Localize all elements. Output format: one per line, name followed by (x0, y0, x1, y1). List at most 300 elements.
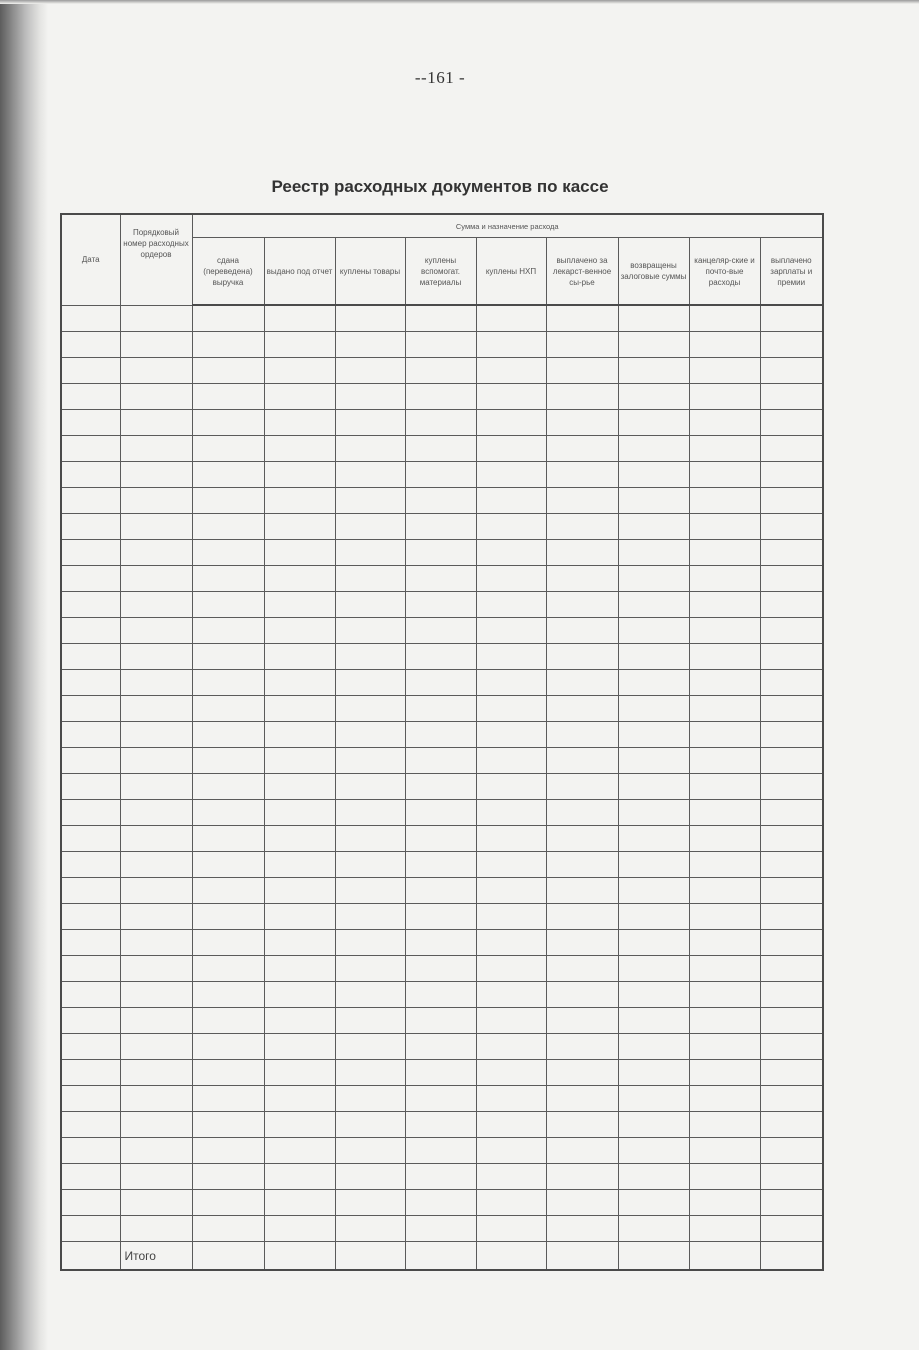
table-cell (335, 800, 405, 826)
column-header-herbs: выплачено за лекарст-венное сы-рье (546, 238, 618, 306)
table-cell (760, 800, 823, 826)
table-cell (264, 1034, 335, 1060)
table-row (61, 1112, 823, 1138)
table-cell (120, 800, 192, 826)
table-cell (546, 566, 618, 592)
table-cell (476, 826, 546, 852)
table-cell (192, 930, 264, 956)
table-cell (61, 488, 120, 514)
table-cell (264, 696, 335, 722)
table-cell (689, 852, 760, 878)
table-cell (689, 670, 760, 696)
table-cell (476, 1008, 546, 1034)
table-cell (61, 1138, 120, 1164)
table-cell (760, 878, 823, 904)
table-cell (476, 462, 546, 488)
table-cell (618, 618, 689, 644)
table-cell (192, 1242, 264, 1271)
table-cell (61, 436, 120, 462)
table-cell (335, 982, 405, 1008)
table-cell (120, 592, 192, 618)
table-cell (405, 410, 476, 436)
table-cell (546, 852, 618, 878)
table-cell (264, 1086, 335, 1112)
table-cell (61, 1086, 120, 1112)
table-cell (192, 1190, 264, 1216)
table-cell (476, 566, 546, 592)
table-cell (476, 410, 546, 436)
table-cell (618, 644, 689, 670)
table-cell (120, 644, 192, 670)
table-cell (546, 748, 618, 774)
table-cell (689, 1190, 760, 1216)
table-row (61, 826, 823, 852)
table-cell (335, 878, 405, 904)
table-cell (689, 332, 760, 358)
table-cell (405, 774, 476, 800)
table-cell (264, 566, 335, 592)
table-cell (264, 540, 335, 566)
table-cell (546, 878, 618, 904)
table-cell (335, 670, 405, 696)
table-cell (760, 1190, 823, 1216)
table-cell (61, 956, 120, 982)
table-cell (546, 488, 618, 514)
table-cell (264, 358, 335, 384)
table-cell (546, 358, 618, 384)
table-cell (405, 748, 476, 774)
table-cell (689, 566, 760, 592)
table-cell (760, 488, 823, 514)
table-cell (264, 410, 335, 436)
table-cell (61, 566, 120, 592)
column-header-office: канцеляр-ские и почто-вые расходы (689, 238, 760, 306)
table-cell (760, 514, 823, 540)
table-cell (120, 566, 192, 592)
table-cell (192, 1138, 264, 1164)
table-cell (618, 1164, 689, 1190)
table-cell (760, 592, 823, 618)
table-cell (264, 1190, 335, 1216)
table-cell (405, 852, 476, 878)
table-cell (120, 436, 192, 462)
table-cell (618, 410, 689, 436)
table-cell (546, 1242, 618, 1271)
table-cell (120, 956, 192, 982)
table-cell (264, 305, 335, 332)
table-cell (61, 982, 120, 1008)
table-cell (61, 722, 120, 748)
page-number: --161 - (414, 68, 466, 87)
table-cell (760, 670, 823, 696)
table-cell (264, 930, 335, 956)
table-cell (476, 592, 546, 618)
table-cell (689, 800, 760, 826)
table-cell (120, 305, 192, 332)
table-cell (760, 1138, 823, 1164)
table-cell (760, 930, 823, 956)
table-cell (689, 696, 760, 722)
table-row (61, 930, 823, 956)
table-cell (192, 956, 264, 982)
table-cell (476, 514, 546, 540)
table-cell (689, 904, 760, 930)
table-cell (192, 384, 264, 410)
table-cell (405, 982, 476, 1008)
table-cell (335, 384, 405, 410)
table-cell (689, 410, 760, 436)
table-cell (618, 774, 689, 800)
table-cell (546, 670, 618, 696)
table-cell (618, 436, 689, 462)
table-cell (476, 332, 546, 358)
table-cell (476, 1086, 546, 1112)
table-cell (760, 1008, 823, 1034)
table-cell (192, 1034, 264, 1060)
table-cell (618, 358, 689, 384)
table-cell (120, 1138, 192, 1164)
table-row (61, 670, 823, 696)
table-cell (264, 722, 335, 748)
table-cell (192, 592, 264, 618)
table-cell (760, 1112, 823, 1138)
table-cell (760, 1216, 823, 1242)
table-cell (618, 852, 689, 878)
table-cell (689, 722, 760, 748)
table-cell (264, 878, 335, 904)
table-cell (546, 332, 618, 358)
table-cell (546, 930, 618, 956)
table-cell (61, 878, 120, 904)
table-cell (476, 852, 546, 878)
total-row (61, 1242, 823, 1271)
table-cell (689, 956, 760, 982)
table-cell (335, 410, 405, 436)
table-cell (618, 332, 689, 358)
page-edge (0, 0, 919, 4)
table-row (61, 1060, 823, 1086)
table-cell (760, 1060, 823, 1086)
table-cell (120, 722, 192, 748)
table-cell (760, 956, 823, 982)
table-cell (618, 1190, 689, 1216)
table-cell (335, 305, 405, 332)
table-cell (546, 1060, 618, 1086)
table-cell (192, 1086, 264, 1112)
table-cell (476, 540, 546, 566)
table-row (61, 982, 823, 1008)
table-cell (476, 488, 546, 514)
table-cell (546, 982, 618, 1008)
table-cell (405, 1242, 476, 1271)
table-cell (618, 488, 689, 514)
table-cell (546, 1112, 618, 1138)
table-cell (61, 305, 120, 332)
table-cell (689, 826, 760, 852)
table-cell (689, 305, 760, 332)
table-cell (618, 305, 689, 332)
table-cell (405, 722, 476, 748)
table-cell (192, 982, 264, 1008)
table-cell (405, 1034, 476, 1060)
table-cell (476, 1138, 546, 1164)
register-body (61, 305, 823, 1270)
table-cell (405, 592, 476, 618)
table-cell (192, 826, 264, 852)
table-cell (335, 1138, 405, 1164)
table-cell (61, 514, 120, 540)
table-row (61, 1034, 823, 1060)
table-cell (618, 722, 689, 748)
table-cell (192, 410, 264, 436)
table-cell (61, 540, 120, 566)
table-row (61, 384, 823, 410)
table-cell (546, 1138, 618, 1164)
table-row (61, 1190, 823, 1216)
table-cell (264, 436, 335, 462)
table-cell (689, 514, 760, 540)
table-cell (689, 878, 760, 904)
table-cell (618, 384, 689, 410)
table-cell (61, 592, 120, 618)
table-cell (405, 618, 476, 644)
table-cell (192, 488, 264, 514)
table-cell (335, 1242, 405, 1271)
table-cell (192, 878, 264, 904)
table-cell (618, 670, 689, 696)
table-cell (192, 566, 264, 592)
table-cell (264, 748, 335, 774)
table-cell (335, 1164, 405, 1190)
table-cell (546, 696, 618, 722)
table-cell (546, 1216, 618, 1242)
table-cell (61, 1060, 120, 1086)
table-row (61, 462, 823, 488)
table-cell (546, 436, 618, 462)
table-cell (120, 878, 192, 904)
table-row (61, 956, 823, 982)
table-cell (689, 618, 760, 644)
table-cell (689, 1242, 760, 1271)
table-cell (689, 644, 760, 670)
table-cell (264, 1060, 335, 1086)
table-row (61, 852, 823, 878)
table-cell (405, 1164, 476, 1190)
table-cell (405, 930, 476, 956)
table-cell (618, 748, 689, 774)
table-cell (476, 930, 546, 956)
table-row (61, 696, 823, 722)
table-row (61, 774, 823, 800)
table-cell (546, 1190, 618, 1216)
table-cell (476, 358, 546, 384)
table-cell (192, 1164, 264, 1190)
table-cell (120, 1008, 192, 1034)
table-row (61, 1086, 823, 1112)
table-cell (618, 800, 689, 826)
table-cell (760, 410, 823, 436)
table-row (61, 436, 823, 462)
table-cell (335, 904, 405, 930)
table-cell (335, 514, 405, 540)
table-cell (546, 462, 618, 488)
table-cell (264, 644, 335, 670)
table-cell (192, 332, 264, 358)
table-cell (405, 696, 476, 722)
table-cell (760, 826, 823, 852)
table-cell (546, 956, 618, 982)
table-cell (760, 748, 823, 774)
table-cell (546, 904, 618, 930)
table-cell (760, 644, 823, 670)
table-cell (264, 1242, 335, 1271)
table-cell (546, 410, 618, 436)
table-row (61, 358, 823, 384)
table-cell (120, 670, 192, 696)
table-cell (476, 904, 546, 930)
table-cell (120, 1190, 192, 1216)
column-header-goods: куплены товары (335, 238, 405, 306)
table-cell (476, 748, 546, 774)
table-cell (120, 410, 192, 436)
table-cell (618, 514, 689, 540)
table-cell (192, 1060, 264, 1086)
table-cell (120, 1164, 192, 1190)
table-cell (689, 748, 760, 774)
table-cell (61, 1216, 120, 1242)
table-cell (120, 384, 192, 410)
table-cell (618, 540, 689, 566)
table-row (61, 1138, 823, 1164)
table-row (61, 488, 823, 514)
table-cell (405, 514, 476, 540)
table-cell (760, 982, 823, 1008)
table-cell (120, 462, 192, 488)
table-cell (192, 696, 264, 722)
table-cell (264, 904, 335, 930)
table-cell (335, 722, 405, 748)
table-cell (476, 956, 546, 982)
table-cell (689, 540, 760, 566)
column-header-materials: куплены вспомогат. материалы (405, 238, 476, 306)
table-cell (405, 436, 476, 462)
column-header-date: Дата (61, 214, 120, 305)
table-cell (689, 1164, 760, 1190)
table-cell (618, 1034, 689, 1060)
table-cell (476, 1242, 546, 1271)
table-cell (192, 748, 264, 774)
table-cell (335, 696, 405, 722)
table-cell (760, 305, 823, 332)
table-cell (264, 1164, 335, 1190)
table-cell (405, 878, 476, 904)
table-cell (264, 462, 335, 488)
column-header-order-number: Порядковый номер расходных ордеров (120, 214, 192, 305)
table-cell (335, 956, 405, 982)
table-cell (120, 1216, 192, 1242)
table-cell (264, 670, 335, 696)
table-cell (335, 618, 405, 644)
table-cell (760, 1242, 823, 1271)
table-cell (192, 670, 264, 696)
table-cell (618, 982, 689, 1008)
table-cell (760, 852, 823, 878)
table-cell (760, 540, 823, 566)
binding-shadow (0, 0, 48, 1350)
table-cell (264, 852, 335, 878)
column-group-header: Сумма и назначение расхода (192, 214, 823, 238)
table-cell (335, 930, 405, 956)
table-cell (61, 410, 120, 436)
table-cell (760, 774, 823, 800)
table-cell (618, 878, 689, 904)
table-cell (120, 1086, 192, 1112)
table-cell (546, 774, 618, 800)
table-cell (61, 618, 120, 644)
table-cell (264, 1008, 335, 1034)
table-cell (618, 826, 689, 852)
table-cell (689, 1086, 760, 1112)
table-cell (405, 332, 476, 358)
table-row (61, 540, 823, 566)
table-cell (335, 748, 405, 774)
table-row (61, 878, 823, 904)
table-cell (546, 826, 618, 852)
column-header-deposits: возвращены залоговые суммы (618, 238, 689, 306)
table-cell (546, 540, 618, 566)
table-cell (405, 904, 476, 930)
table-cell (476, 1060, 546, 1086)
table-cell (476, 774, 546, 800)
table-row (61, 410, 823, 436)
table-cell (120, 540, 192, 566)
table-cell (689, 1034, 760, 1060)
table-cell (335, 1216, 405, 1242)
table-cell (760, 1164, 823, 1190)
table-cell (618, 1086, 689, 1112)
table-cell (61, 696, 120, 722)
table-cell (61, 358, 120, 384)
table-cell (335, 1112, 405, 1138)
table-cell (335, 1008, 405, 1034)
table-cell (689, 1138, 760, 1164)
table-row (61, 332, 823, 358)
table-cell (120, 332, 192, 358)
table-cell (192, 618, 264, 644)
table-cell (689, 462, 760, 488)
table-cell (120, 826, 192, 852)
table-cell (760, 696, 823, 722)
table-cell (476, 644, 546, 670)
table-cell (689, 982, 760, 1008)
table-cell (120, 748, 192, 774)
table-cell (61, 748, 120, 774)
table-cell (335, 358, 405, 384)
table-cell (405, 1086, 476, 1112)
table-cell (405, 670, 476, 696)
table-cell (760, 436, 823, 462)
table-cell (760, 462, 823, 488)
table-cell (546, 800, 618, 826)
table-cell (618, 462, 689, 488)
table-cell (546, 722, 618, 748)
table-cell (760, 358, 823, 384)
table-cell (689, 1112, 760, 1138)
table-cell (689, 1216, 760, 1242)
table-cell (264, 1138, 335, 1164)
table-cell (476, 1164, 546, 1190)
table-cell (61, 1112, 120, 1138)
